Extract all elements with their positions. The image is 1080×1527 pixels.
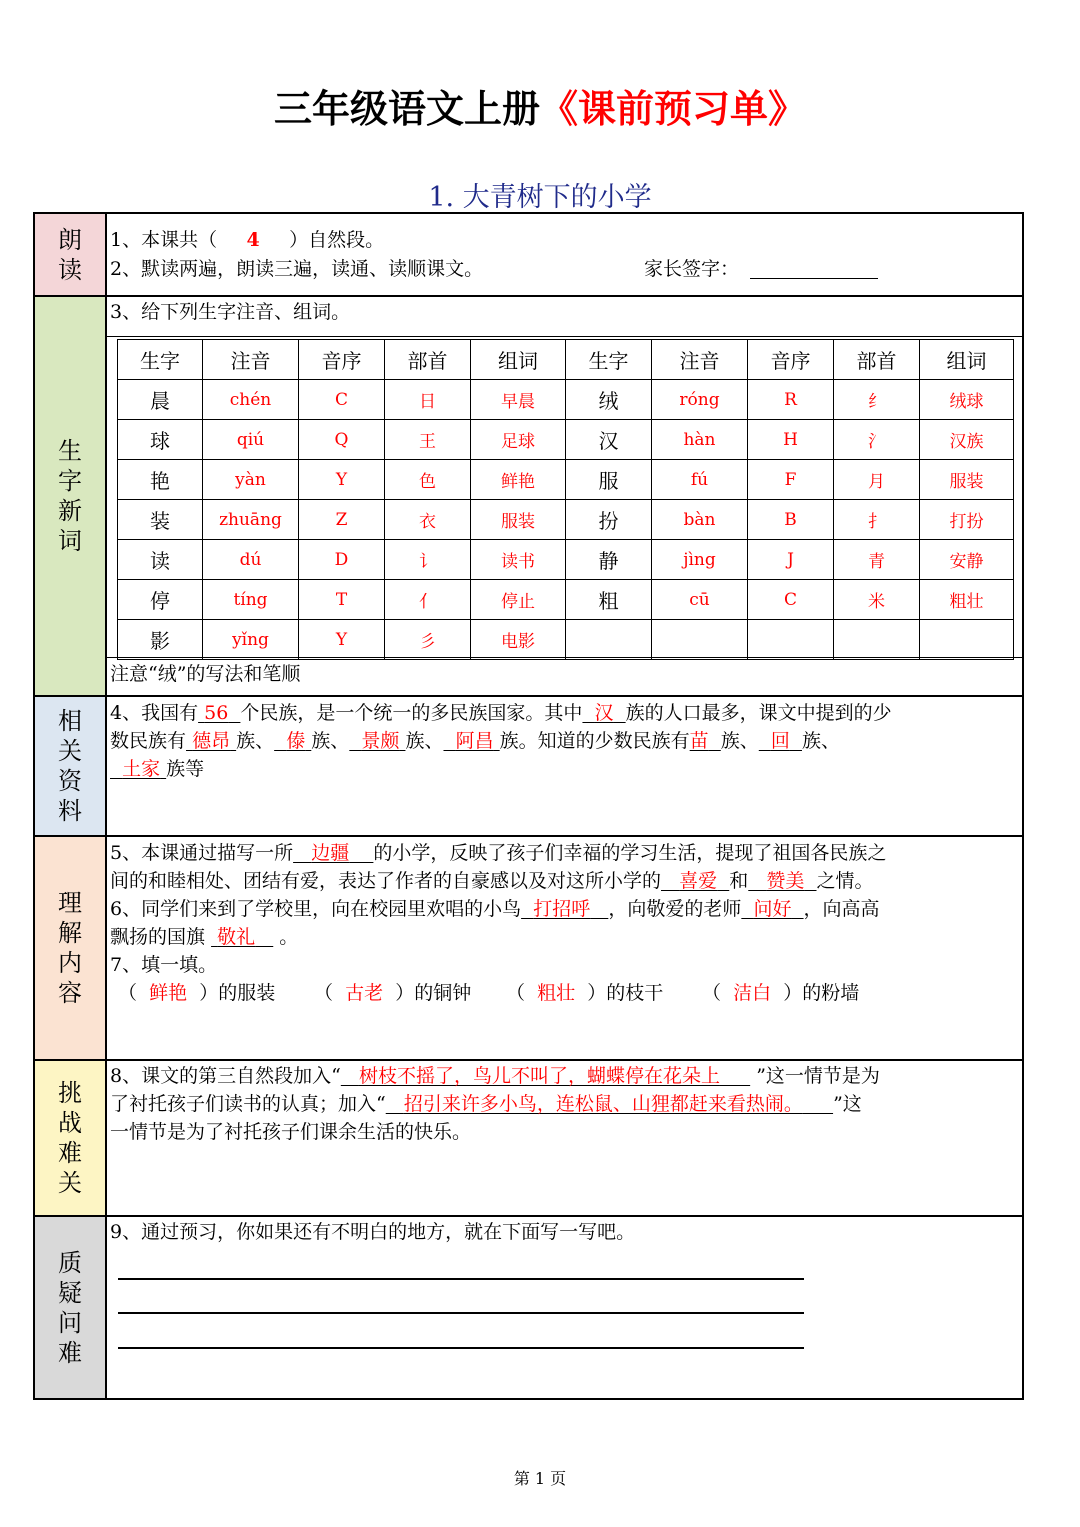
question-4-line-3: 土家 族等 <box>122 758 205 780</box>
table-row <box>118 460 1014 500</box>
character-cell: 服 <box>566 460 652 500</box>
answer-cell: 色 <box>385 460 471 500</box>
answer-cell: 日 <box>385 380 471 420</box>
character-rows <box>118 380 1014 660</box>
answer-cell: dú <box>203 540 299 580</box>
table-row <box>118 620 1014 660</box>
header-cell: 音序 <box>299 340 385 380</box>
answer-xiai: 喜爱 <box>679 870 718 892</box>
answer-miao: 苗 <box>689 730 709 752</box>
table-row <box>118 580 1014 620</box>
question-2: 2、默读两遍，朗读三遍，读通、读顺课文。 <box>110 258 484 280</box>
answer-cell: 彡 <box>385 620 471 660</box>
answer-cell: 扌 <box>834 500 920 540</box>
answer-cell: 汉族 <box>920 420 1014 460</box>
answer-wenhao: 问好 <box>753 898 792 920</box>
answer-q8-first: 树枝不摇了，鸟儿不叫了，蝴蝶停在花朵上 <box>358 1065 720 1087</box>
answer-cell: B <box>748 500 834 540</box>
header-cell: 部首 <box>834 340 920 380</box>
answer-cell: 粗壮 <box>920 580 1014 620</box>
section-label-questions: 质 疑 问 难 <box>35 1217 105 1399</box>
answer-cell: Z <box>299 500 385 540</box>
answer-hui: 回 <box>770 730 790 752</box>
question-8-line-3: 一情节是为了衬托孩子们课余生活的快乐。 <box>110 1121 472 1143</box>
answer-cell <box>834 620 920 660</box>
answer-cell: róng <box>652 380 748 420</box>
answer-jingpo: 景颇 <box>361 730 400 752</box>
answer-cell: 读书 <box>471 540 566 580</box>
lesson-title: 1. 大青树下的小学 <box>428 182 652 213</box>
answer-56: 56 <box>204 702 229 724</box>
answer-cell <box>652 620 748 660</box>
answer-cell: 安静 <box>920 540 1014 580</box>
stroke-order-note: 注意“绒”的写法和笔顺 <box>110 663 301 685</box>
answer-cell: 氵 <box>834 420 920 460</box>
answer-cell: R <box>748 380 834 420</box>
character-cell: 晨 <box>118 380 203 420</box>
question-4-line-2: 数民族有 德昂 族、 傣 族、 景颇 族、 阿昌 族。知道的少数民族有苗 族、 回 族、 <box>110 730 840 752</box>
question-5-line-1: 5、本课通过描写一所 边疆 的小学，反映了孩子们幸福的学习生活，提现了祖国各民族之 <box>110 842 887 864</box>
answer-paragraph-count: 4 <box>246 229 260 251</box>
answer-cell: 电影 <box>471 620 566 660</box>
header-cell: 部首 <box>385 340 471 380</box>
answer-cell: 王 <box>385 420 471 460</box>
question-1: 1、本课共（ 4 ）自然段。 <box>110 226 384 254</box>
answer-cell: J <box>748 540 834 580</box>
answer-cell: chén <box>203 380 299 420</box>
answer-zanmei: 赞美 <box>766 870 805 892</box>
section-label-new-chars: 生 字 新 词 <box>35 297 105 695</box>
answer-han: 汉 <box>594 702 614 724</box>
row-divider <box>33 1059 1024 1061</box>
answer-writing-line[interactable] <box>118 1347 804 1349</box>
label-divider <box>105 212 107 1400</box>
character-cell: 绒 <box>566 380 652 420</box>
question-4-line-1: 4、我国有 56 个民族，是一个统一的多民族国家。其中 汉 族的人口最多，课文中提到的少 <box>110 702 892 724</box>
character-cell: 静 <box>566 540 652 580</box>
answer-jingli: 敬礼 <box>217 926 256 948</box>
header-cell: 音序 <box>748 340 834 380</box>
answer-cell: 足球 <box>471 420 566 460</box>
answer-cell: bàn <box>652 500 748 540</box>
answer-cell: H <box>748 420 834 460</box>
parent-signature-label: 家长签字： <box>644 258 740 280</box>
answer-cell: 打扮 <box>920 500 1014 540</box>
question-3: 3、给下列生字注音、组词。 <box>110 301 351 323</box>
row-divider <box>33 835 1024 837</box>
answer-cell <box>748 620 834 660</box>
answer-dazhaohu: 打招呼 <box>533 898 591 920</box>
character-cell: 扮 <box>566 500 652 540</box>
answer-cell: 青 <box>834 540 920 580</box>
table-row <box>118 420 1014 460</box>
section-label-reading: 朗 读 <box>35 214 105 295</box>
header-cell: 注音 <box>652 340 748 380</box>
answer-deang: 德昂 <box>192 730 231 752</box>
answer-cell: zhuāng <box>203 500 299 540</box>
answer-cell: C <box>748 580 834 620</box>
answer-cell: Y <box>299 460 385 500</box>
answer-cell <box>920 620 1014 660</box>
header-cell: 组词 <box>920 340 1014 380</box>
row-divider <box>33 695 1024 697</box>
answer-cell: 讠 <box>385 540 471 580</box>
table-header-row <box>118 340 1014 380</box>
character-cell: 装 <box>118 500 203 540</box>
answer-cell: qiú <box>203 420 299 460</box>
answer-dai: 傣 <box>286 730 306 752</box>
header-cell: 生字 <box>566 340 652 380</box>
answer-cell: 纟 <box>834 380 920 420</box>
table-row <box>118 380 1014 420</box>
answer-cell: 鲜艳 <box>471 460 566 500</box>
answer-cell: D <box>299 540 385 580</box>
header-cell: 组词 <box>471 340 566 380</box>
answer-cell: yǐng <box>203 620 299 660</box>
answer-writing-line[interactable] <box>118 1278 804 1280</box>
question-5-line-2: 间的和睦相处、团结有爱，表达了作者的自豪感以及对这所小学的 喜爱 和 赞美 之情。 <box>110 870 874 892</box>
answer-cell: 米 <box>834 580 920 620</box>
section-label-challenge: 挑 战 难 关 <box>35 1061 105 1215</box>
answer-cell: tíng <box>203 580 299 620</box>
page-title: 三年级语文上册《课前预习单》 <box>273 87 807 131</box>
question-8-line-1: 8、课文的第三自然段加入“ 树枝不摇了，鸟儿不叫了，蝴蝶停在花朵上 ”这一情节是为 <box>110 1065 880 1087</box>
answer-cell: F <box>748 460 834 500</box>
character-cell <box>566 620 652 660</box>
answer-cell: 绒球 <box>920 380 1014 420</box>
answer-writing-line[interactable] <box>118 1312 804 1314</box>
parent-signature-field[interactable] <box>750 278 878 279</box>
answer-cell: 服装 <box>471 500 566 540</box>
answer-cell: T <box>299 580 385 620</box>
character-cell: 汉 <box>566 420 652 460</box>
answer-cell: 服装 <box>920 460 1014 500</box>
answer-cell: 衣 <box>385 500 471 540</box>
fill-item-2: （ 古老 ）的铜钟 <box>314 982 472 1004</box>
section-label-related: 相 关 资 料 <box>35 697 105 835</box>
table-row <box>118 500 1014 540</box>
answer-cell: Y <box>299 620 385 660</box>
page-number: 第 1 页 <box>513 1469 567 1488</box>
row-divider <box>33 295 1024 297</box>
question-7: 7、填一填。 <box>110 954 218 976</box>
answer-cell: hàn <box>652 420 748 460</box>
answer-q8-second: 招引来许多小鸟，连松鼠、山狸都赶来看热闹。 <box>403 1093 803 1115</box>
answer-cell: 早晨 <box>471 380 566 420</box>
answer-cell: 亻 <box>385 580 471 620</box>
question-9: 9、通过预习，你如果还有不明白的地方，就在下面写一写吧。 <box>110 1221 636 1243</box>
header-cell: 生字 <box>118 340 203 380</box>
table-row <box>118 540 1014 580</box>
character-cell: 停 <box>118 580 203 620</box>
answer-achang: 阿昌 <box>455 730 494 752</box>
question-8-line-2: 了衬托孩子们读书的认真；加入“ 招引来许多小鸟，连松鼠、山狸都赶来看热闹。 ”这 <box>110 1093 862 1115</box>
question-6-line-2: 飘扬的国旗 敬礼 。 <box>110 926 299 948</box>
answer-cell: 月 <box>834 460 920 500</box>
answer-tujia: 土家 <box>122 758 161 780</box>
answer-cell: Q <box>299 420 385 460</box>
character-table <box>117 339 1014 660</box>
character-cell: 艳 <box>118 460 203 500</box>
section-label-understand: 理 解 内 容 <box>35 837 105 1059</box>
answer-cell: 停止 <box>471 580 566 620</box>
answer-cell: jìng <box>652 540 748 580</box>
character-cell: 粗 <box>566 580 652 620</box>
answer-cell: fú <box>652 460 748 500</box>
fill-item-4: （ 洁白 ）的粉墙 <box>702 982 860 1004</box>
header-cell: 注音 <box>203 340 299 380</box>
character-cell: 读 <box>118 540 203 580</box>
question-6-line-1: 6、同学们来到了学校里，向在校园里欢唱的小鸟 打招呼 ，向敬爱的老师 问好 ，向高高 <box>110 898 880 920</box>
row-divider <box>33 1215 1024 1217</box>
answer-biancjiang: 边疆 <box>311 842 350 864</box>
character-cell: 影 <box>118 620 203 660</box>
fill-item-1: （ 鲜艳 ）的服装 <box>118 982 276 1004</box>
row-divider <box>105 336 1024 337</box>
answer-cell: C <box>299 380 385 420</box>
answer-cell: yàn <box>203 460 299 500</box>
fill-item-3: （ 粗壮 ）的枝干 <box>506 982 664 1004</box>
answer-cell: cū <box>652 580 748 620</box>
character-cell: 球 <box>118 420 203 460</box>
